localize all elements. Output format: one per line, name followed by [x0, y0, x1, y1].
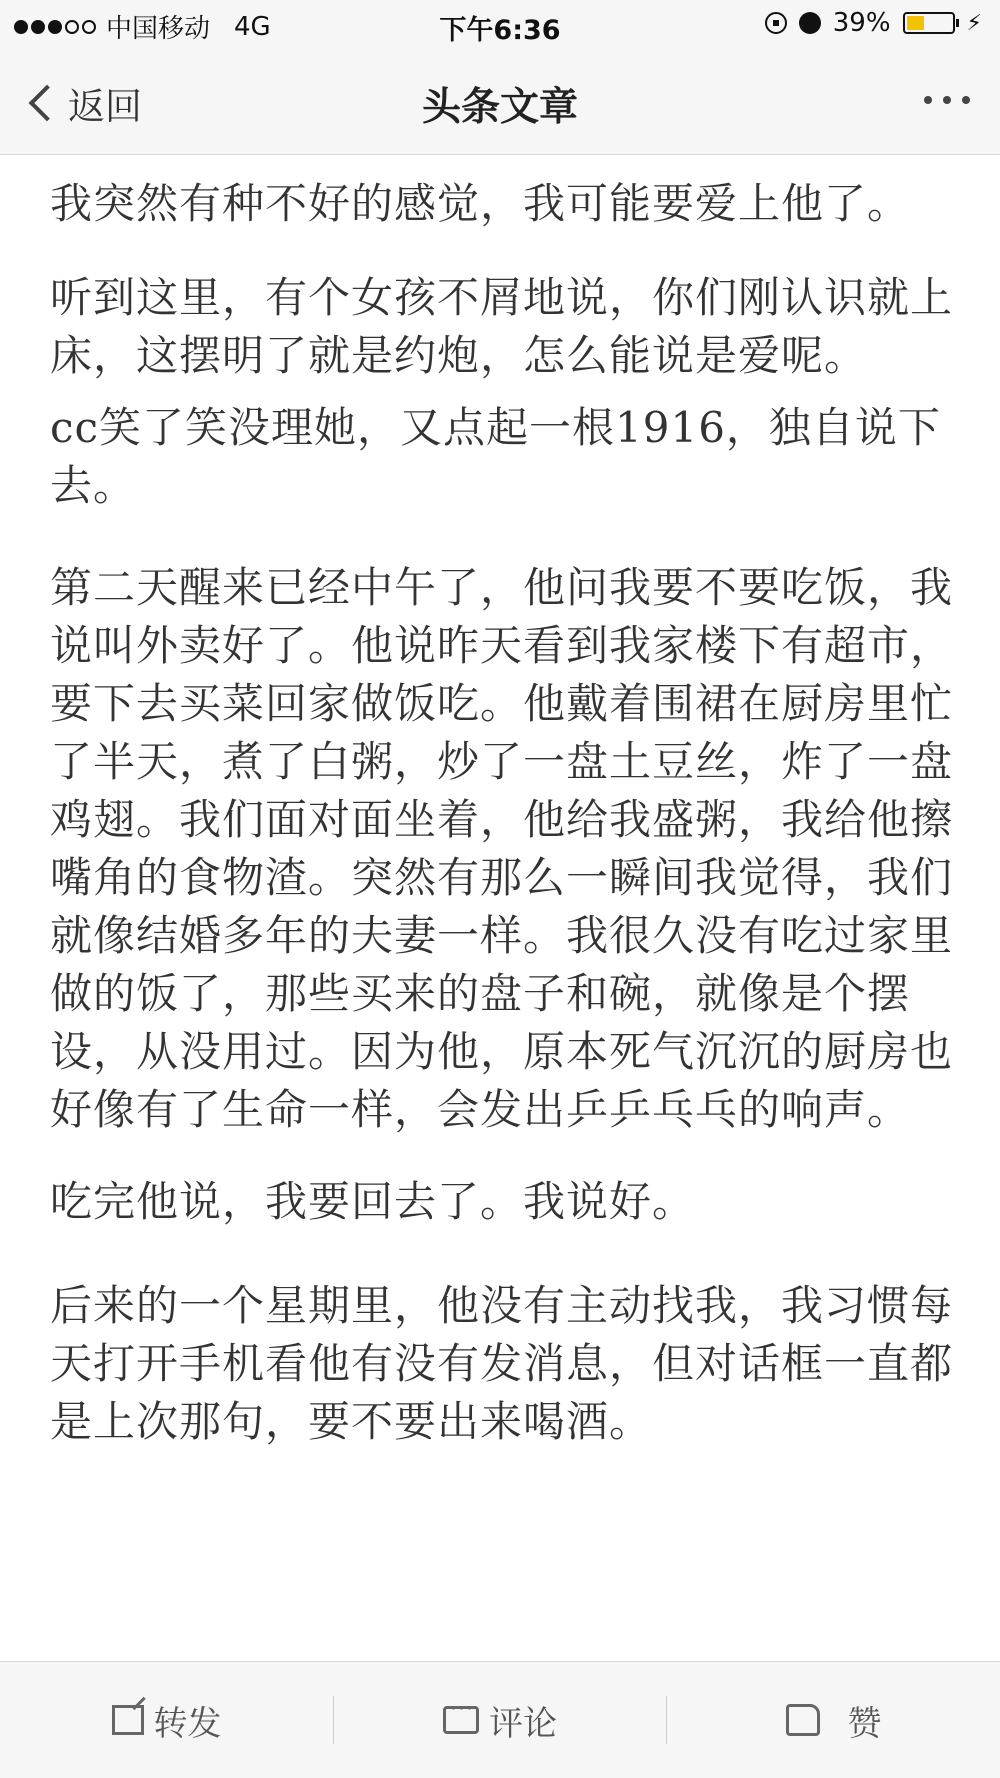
more-dot: [962, 96, 970, 104]
back-label: 返回: [68, 85, 142, 128]
share-button[interactable]: [0, 1662, 333, 1778]
like-button[interactable]: [667, 1662, 1000, 1778]
status-time: 下午6:36: [439, 15, 561, 46]
article-paragraph: 我突然有种不好的感觉，我可能要爱上他了。: [50, 179, 911, 228]
status-right: [765, 8, 982, 38]
like-label: 赞: [847, 1703, 882, 1744]
comment-label: 评论: [489, 1703, 557, 1744]
battery-level: [907, 16, 924, 30]
article-paragraph: 吃完他说，我要回去了。我说好。: [50, 1177, 696, 1226]
share-label: 转发: [153, 1703, 222, 1744]
navigation-bar: [0, 50, 1000, 155]
share-icon: [112, 1705, 144, 1735]
article-body: [50, 175, 960, 1665]
more-dot: [943, 96, 951, 104]
comment-button[interactable]: [334, 1662, 666, 1778]
battery-icon: [903, 12, 955, 34]
more-dots-icon[interactable]: [924, 96, 970, 104]
orientation-lock-icon: [765, 12, 787, 34]
article-paragraph: 听到这里，有个女孩不屑地说，你们刚认识就上床，这摆明了就是约炮，怎么能说是爱呢。: [50, 273, 954, 380]
bottom-action-bar: [0, 1661, 1000, 1778]
thumbs-up-icon: [786, 1704, 820, 1736]
battery-percent: 39%: [832, 8, 891, 38]
status-bar: [0, 0, 1000, 50]
carrier-name: 中国移动: [106, 14, 211, 44]
article-paragraph: 第二天醒来已经中午了，他问我要不要吃饭，我说叫外卖好了。他说昨天看到我家楼下有超市，要下去买菜回家做饭吃。他戴着围裙在厨房里忙了半天，煮了白粥，炒了一盘土豆丝，炸了一盘鸡翅。我们面对面坐着，他给我盛粥，我给他擦嘴角的食物渣。突然有那么一瞬间我觉得，我们就像结婚多年的夫妻一样。我很久没有吃过家里做的饭了，那些买来的盘子和碗，就像是个摆设，从没用过。因为他，原本死气沉沉的厨房也好像有了生命一样，会发出乒乒乓乓的响声。: [50, 563, 954, 1134]
charging-icon: ⚡: [966, 10, 982, 36]
more-dot: [924, 96, 932, 104]
page-title: 头条文章: [421, 85, 578, 130]
alarm-icon: [799, 12, 821, 34]
article-paragraph: cc笑了笑没理她，又点起一根1916，独自说下去。: [50, 403, 941, 510]
network-type: 4G: [234, 11, 271, 42]
comment-icon: [443, 1706, 479, 1734]
article-paragraph: 后来的一个星期里，他没有主动找我，我习惯每天打开手机看他有没有发消息，但对话框一直都是上次那句，要不要出来喝酒。: [50, 1281, 954, 1446]
